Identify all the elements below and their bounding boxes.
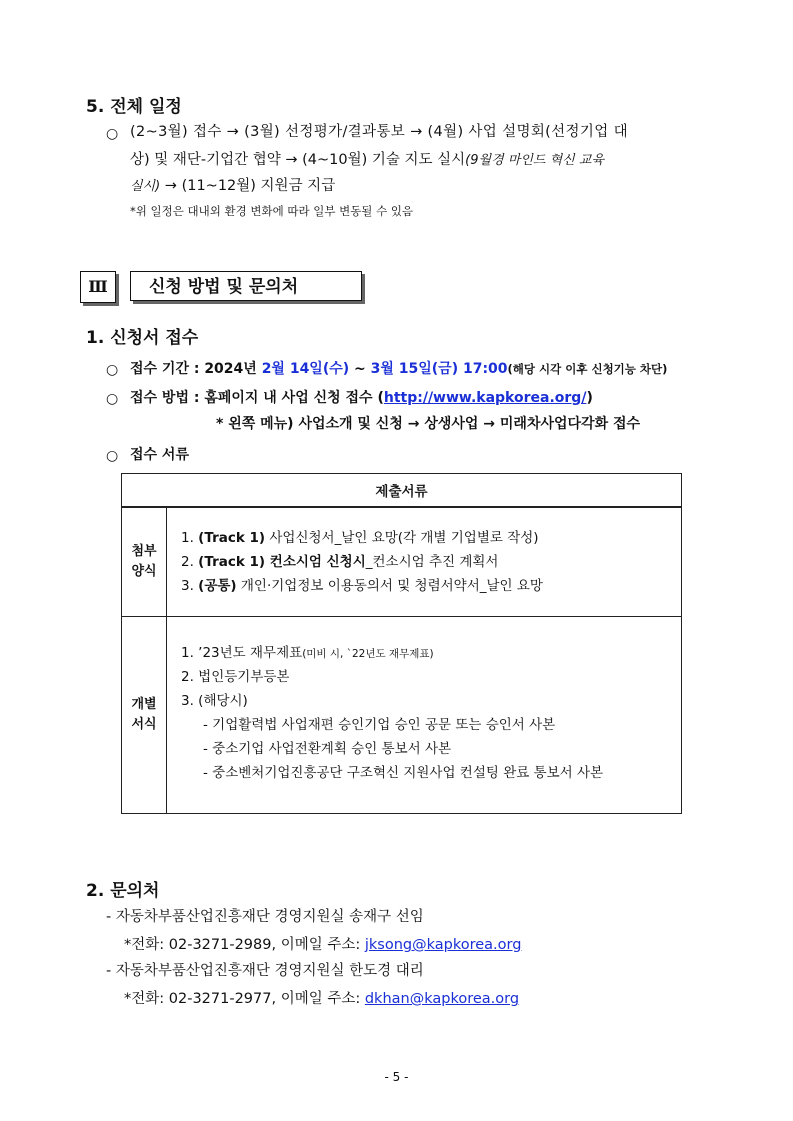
documents-table (121, 473, 682, 814)
table-row-attached (122, 507, 682, 616)
method-line (130, 387, 593, 407)
contact-phone-1: *전화: 02-3271-2989, 이메일 주소: (124, 937, 365, 953)
section-number-box: Ⅲ (80, 271, 116, 303)
docs-bullet: ○ (106, 448, 119, 464)
page-number: - 5 - (384, 1070, 409, 1084)
table-header-row (122, 474, 682, 508)
schedule-line-2-italic: (9월경 마인드 혁신 교육 (465, 153, 604, 168)
period-line (130, 358, 667, 378)
individual-item (181, 641, 681, 665)
schedule-bullet: ○ (106, 126, 119, 142)
attached-category-line-2: 양식 (131, 563, 157, 579)
item-bold: (Track 1) (198, 530, 266, 546)
schedule-line-3-italic: 실시) (130, 179, 161, 194)
contact-org-2: - 자동차부품산업진흥재단 경영지원실 한도경 대리 (106, 963, 424, 979)
attached-item (181, 574, 681, 598)
period-end: 3월 15일(금) 17:00 (370, 361, 508, 377)
contact-info-2 (124, 985, 519, 1013)
contact-org-1: - 자동차부품산업진흥재단 경영지원실 송재구 선임 (106, 909, 424, 925)
item-text: 1. ’23년도 재무제표 (181, 644, 303, 661)
section-title-box: 신청 방법 및 문의처 (130, 271, 362, 301)
period-label: 접수 기간 : 2024년 (130, 361, 262, 377)
item-small-note: (미비 시, `22년도 재무제표) (302, 647, 434, 660)
schedule-line-2-main: 상) 및 재단-기업간 협약 → (4~10월) 기술 지도 실시 (130, 152, 466, 168)
attached-items (167, 507, 682, 616)
docs-label: 접수 서류 (130, 447, 189, 463)
method-bullet: ○ (106, 391, 119, 407)
item-num: 2. (181, 554, 199, 570)
individual-category-line-2: 서식 (131, 716, 157, 732)
item-bold: (공통) (198, 578, 237, 594)
table-header: 제출서류 (122, 474, 682, 508)
item-text: 사업신청서_날인 요망(각 개별 기업별로 작성) (265, 530, 539, 546)
period-start: 2월 14일(수) (261, 361, 350, 377)
table-row-individual (122, 616, 682, 813)
individual-category-line-1: 개별 (131, 696, 157, 712)
attached-category (122, 507, 167, 616)
individual-sub-item: - 중소기업 사업전환계획 승인 통보서 사본 (203, 740, 452, 757)
period-sep: ~ (349, 361, 371, 377)
attached-category-line-1: 첨부 (131, 543, 157, 559)
method-close: ) (586, 390, 593, 406)
item-text: _컨소시엄 추진 계획서 (365, 554, 499, 570)
contact-phone-2: *전화: 02-3271-2977, 이메일 주소: (124, 991, 365, 1007)
individual-category (122, 616, 167, 813)
period-bullet: ○ (106, 362, 119, 378)
period-note: (해당 시각 이후 신청기능 차단) (507, 362, 668, 376)
schedule-line-3-main: → (11~12월) 지원금 지급 (160, 178, 336, 194)
attached-item (181, 550, 681, 574)
contact-email-link-2[interactable]: dkhan@kapkorea.org (364, 991, 520, 1007)
item-num: 3. (181, 578, 199, 594)
schedule-line-3 (130, 172, 335, 201)
method-url-link[interactable]: http://www.kapkorea.org/ (383, 390, 587, 406)
individual-item: 2. 법인등기부등본 (181, 668, 290, 685)
attached-item (181, 526, 681, 550)
method-path: * 왼쪽 메뉴) 사업소개 및 신청 → 상생사업 → 미래차사업다각화 접수 (216, 416, 641, 432)
schedule-line-1: (2~3월) 접수 → (3월) 선정평가/결과통보 → (4월) 사업 설명회(선정기업 대 (130, 124, 628, 140)
individual-item: 3. (해당시) (181, 692, 248, 709)
method-label: 접수 방법 : 홈페이지 내 사업 신청 접수 ( (130, 390, 384, 406)
contact-heading: 2. 문의처 (86, 881, 160, 901)
individual-items (167, 616, 682, 813)
item-num: 1. (181, 530, 199, 546)
item-bold: (Track 1) 컨소시엄 신청시 (198, 554, 366, 570)
application-heading: 1. 신청서 접수 (86, 328, 199, 348)
individual-sub-item: - 기업활력법 사업재편 승인기업 승인 공문 또는 승인서 사본 (203, 716, 556, 733)
contact-info-1 (124, 931, 521, 959)
item-text: 개인·기업정보 이용동의서 및 청렴서약서_날인 요망 (236, 578, 543, 594)
schedule-note: *위 일정은 대내외 환경 변화에 따라 일부 변동될 수 있음 (130, 204, 414, 218)
schedule-heading: 5. 전체 일정 (86, 97, 182, 117)
contact-email-link-1[interactable]: jksong@kapkorea.org (364, 937, 522, 953)
individual-sub-item: - 중소벤처기업진흥공단 구조혁신 지원사업 컨설팅 완료 통보서 사본 (203, 764, 604, 781)
schedule-line-2 (130, 146, 604, 175)
